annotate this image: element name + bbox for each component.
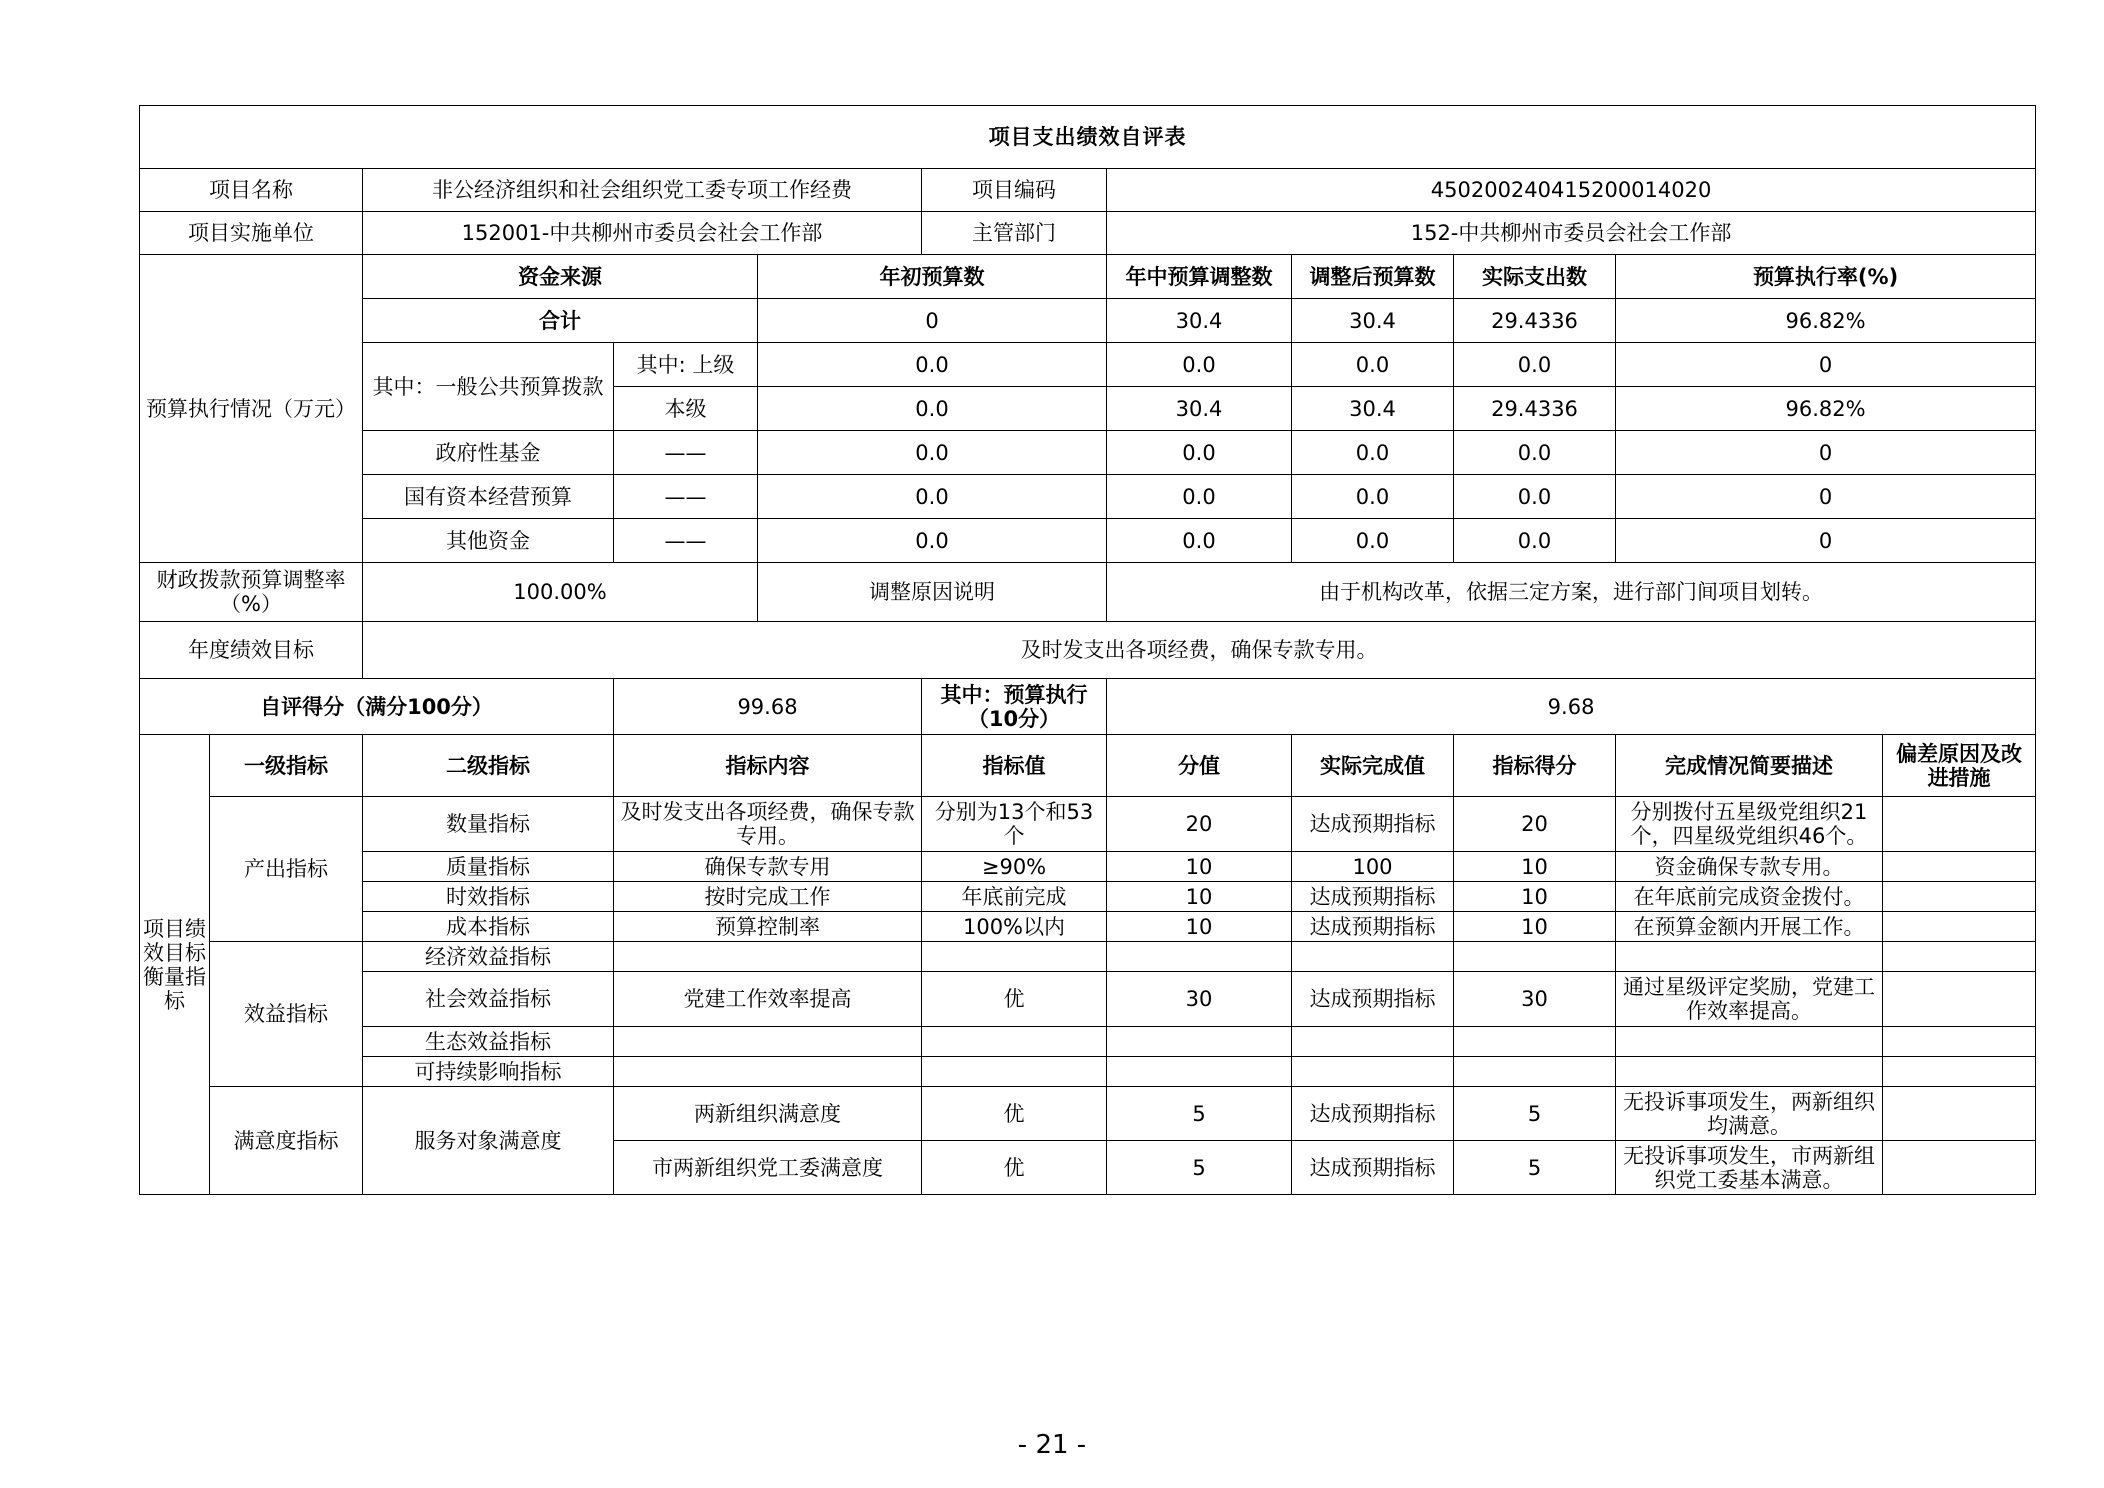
budget-cell: 29.4336 [1454, 387, 1616, 431]
indicator-desc: 在年底前完成资金拨付。 [1616, 882, 1883, 912]
indicator-deviation [1883, 797, 2036, 852]
indicator-header: 分值 [1107, 735, 1292, 797]
indicator-value [922, 1057, 1107, 1087]
budget-cell: 0 [758, 299, 1107, 343]
budget-cell: 0 [1616, 343, 2036, 387]
budget-cell: 0 [1616, 519, 2036, 563]
indicator-desc: 通过星级评定奖励，党建工作效率提高。 [1616, 972, 1883, 1027]
indicator-row [140, 942, 2036, 972]
indicator-header: 二级指标 [363, 735, 614, 797]
indicator-got: 5 [1454, 1087, 1616, 1141]
general-budget-label: 其中：一般公共预算拨款 [363, 343, 614, 431]
indicator-content [614, 942, 922, 972]
indicator-value [922, 1027, 1107, 1057]
budget-cell: 0.0 [1454, 475, 1616, 519]
indicator-deviation [1883, 1087, 2036, 1141]
budget-cell: 0.0 [758, 343, 1107, 387]
l2-label: 经济效益指标 [363, 942, 614, 972]
budget-cell: 0.0 [1454, 431, 1616, 475]
indicator-actual: 达成预期指标 [1292, 1141, 1454, 1195]
performance-table [139, 105, 2036, 1195]
budget-cell: 0.0 [1107, 431, 1292, 475]
indicator-deviation [1883, 1141, 2036, 1195]
indicator-desc [1616, 1057, 1883, 1087]
indicator-row [140, 1057, 2036, 1087]
budget-upper-label: 其中: 上级 [614, 343, 758, 387]
indicator-got: 20 [1454, 797, 1616, 852]
indicator-score: 5 [1107, 1141, 1292, 1195]
budget-fund-row [140, 519, 2036, 563]
indicator-actual: 100 [1292, 852, 1454, 882]
budget-fund-row [140, 431, 2036, 475]
indicator-row [140, 912, 2036, 942]
l2-label: 时效指标 [363, 882, 614, 912]
indicator-desc [1616, 1027, 1883, 1057]
adjust-rate-label: 财政拨款预算调整率（%） [140, 563, 363, 622]
score-exec-label: 其中：预算执行（10分） [922, 679, 1107, 735]
budget-header: 年中预算调整数 [1107, 255, 1292, 299]
dept-label: 主管部门 [922, 212, 1107, 255]
project-name-row [140, 169, 2036, 212]
indicator-header: 实际完成值 [1292, 735, 1454, 797]
budget-cell: 0.0 [758, 475, 1107, 519]
budget-dash: —— [614, 431, 758, 475]
indicator-score: 30 [1107, 972, 1292, 1027]
indicator-row [140, 1027, 2036, 1057]
budget-total-label: 合计 [363, 299, 758, 343]
indicator-row [140, 797, 2036, 852]
budget-header: 实际支出数 [1454, 255, 1616, 299]
l2-label: 数量指标 [363, 797, 614, 852]
indicator-row [140, 1087, 2036, 1141]
goal-text: 及时发支出各项经费，确保专款专用。 [363, 622, 2036, 679]
budget-cell: 0.0 [1292, 475, 1454, 519]
budget-cell: 0.0 [758, 387, 1107, 431]
budget-cell: 0 [1616, 431, 2036, 475]
indicator-score: 10 [1107, 882, 1292, 912]
score-label: 自评得分（满分100分） [140, 679, 614, 735]
indicator-header: 完成情况简要描述 [1616, 735, 1883, 797]
budget-cell: 0 [1616, 475, 2036, 519]
budget-cell: 0.0 [1107, 343, 1292, 387]
budget-cell: 29.4336 [1454, 299, 1616, 343]
indicator-actual [1292, 1027, 1454, 1057]
score-row [140, 679, 2036, 735]
indicator-value: 分别为13个和53个 [922, 797, 1107, 852]
budget-cell: 30.4 [1107, 387, 1292, 431]
impl-unit-row [140, 212, 2036, 255]
budget-header: 年初预算数 [758, 255, 1107, 299]
l2-label: 生态效益指标 [363, 1027, 614, 1057]
budget-total-row [140, 299, 2036, 343]
l2-label: 成本指标 [363, 912, 614, 942]
budget-cell: 0.0 [1107, 475, 1292, 519]
budget-header: 资金来源 [363, 255, 758, 299]
indicator-got [1454, 1027, 1616, 1057]
budget-cell: 0.0 [758, 519, 1107, 563]
indicator-desc [1616, 942, 1883, 972]
indicator-content [614, 1057, 922, 1087]
project-name-value: 非公经济组织和社会组织党工委专项工作经费 [363, 169, 922, 212]
indicator-deviation [1883, 1057, 2036, 1087]
indicator-value: 优 [922, 972, 1107, 1027]
budget-cell: 0.0 [1292, 343, 1454, 387]
l2-label: 社会效益指标 [363, 972, 614, 1027]
page-number: - 21 - [1017, 1430, 1087, 1460]
indicator-desc: 在预算金额内开展工作。 [1616, 912, 1883, 942]
indicator-deviation [1883, 942, 2036, 972]
impl-unit-label: 项目实施单位 [140, 212, 363, 255]
indicator-got: 10 [1454, 882, 1616, 912]
indicator-row [140, 972, 2036, 1027]
indicator-content: 预算控制率 [614, 912, 922, 942]
budget-fund-label: 其他资金 [363, 519, 614, 563]
budget-cell: 0.0 [1454, 343, 1616, 387]
indicator-actual [1292, 942, 1454, 972]
indicator-score [1107, 1027, 1292, 1057]
indicator-deviation [1883, 972, 2036, 1027]
goal-label: 年度绩效目标 [140, 622, 363, 679]
adjust-rate-value: 100.00% [363, 563, 758, 622]
indicator-actual: 达成预期指标 [1292, 912, 1454, 942]
page-title: 项目支出绩效自评表 [140, 106, 2036, 169]
indicator-header-row [140, 735, 2036, 797]
indicator-value: 年底前完成 [922, 882, 1107, 912]
budget-fund-label: 国有资本经营预算 [363, 475, 614, 519]
indicator-got: 30 [1454, 972, 1616, 1027]
budget-cell: 0.0 [1454, 519, 1616, 563]
indicator-desc: 资金确保专款专用。 [1616, 852, 1883, 882]
indicator-actual: 达成预期指标 [1292, 797, 1454, 852]
indicator-header: 偏差原因及改进措施 [1883, 735, 2036, 797]
dept-value: 152-中共柳州市委员会社会工作部 [1107, 212, 2036, 255]
satisfaction-indicator-label: 满意度指标 [210, 1087, 363, 1195]
indicator-value [922, 942, 1107, 972]
indicator-desc: 无投诉事项发生，两新组织均满意。 [1616, 1087, 1883, 1141]
benefit-indicator-label: 效益指标 [210, 942, 363, 1087]
goal-row [140, 622, 2036, 679]
l2-label: 服务对象满意度 [363, 1087, 614, 1195]
indicator-got: 10 [1454, 912, 1616, 942]
budget-cell: 0.0 [1292, 519, 1454, 563]
impl-unit-value: 152001-中共柳州市委员会社会工作部 [363, 212, 922, 255]
adjust-reason-text: 由于机构改革，依据三定方案，进行部门间项目划转。 [1107, 563, 2036, 622]
indicator-score: 10 [1107, 852, 1292, 882]
indicator-score: 20 [1107, 797, 1292, 852]
budget-cell: 30.4 [1292, 387, 1454, 431]
output-indicator-label: 产出指标 [210, 797, 363, 942]
indicator-score [1107, 1057, 1292, 1087]
budget-dash: —— [614, 475, 758, 519]
l2-label: 可持续影响指标 [363, 1057, 614, 1087]
budget-cell: 0.0 [1107, 519, 1292, 563]
indicator-row [140, 852, 2036, 882]
indicator-section-label: 项目绩效目标衡量指标 [140, 735, 210, 1195]
indicator-actual: 达成预期指标 [1292, 882, 1454, 912]
indicator-header: 指标内容 [614, 735, 922, 797]
adjust-row [140, 563, 2036, 622]
project-code-label: 项目编码 [922, 169, 1107, 212]
indicator-content: 两新组织满意度 [614, 1087, 922, 1141]
indicator-deviation [1883, 912, 2036, 942]
indicator-desc: 分别拨付五星级党组织21个，四星级党组织46个。 [1616, 797, 1883, 852]
indicator-deviation [1883, 882, 2036, 912]
budget-header: 调整后预算数 [1292, 255, 1454, 299]
budget-header: 预算执行率(%) [1616, 255, 2036, 299]
score-value: 99.68 [614, 679, 922, 735]
indicator-score: 10 [1107, 912, 1292, 942]
budget-cell: 0.0 [758, 431, 1107, 475]
budget-local-label: 本级 [614, 387, 758, 431]
indicator-actual: 达成预期指标 [1292, 972, 1454, 1027]
indicator-score: 5 [1107, 1087, 1292, 1141]
project-name-label: 项目名称 [140, 169, 363, 212]
project-code-value: 450200240415200014020 [1107, 169, 2036, 212]
indicator-content: 党建工作效率提高 [614, 972, 922, 1027]
indicator-got: 5 [1454, 1141, 1616, 1195]
indicator-actual: 达成预期指标 [1292, 1087, 1454, 1141]
l2-label: 质量指标 [363, 852, 614, 882]
indicator-score [1107, 942, 1292, 972]
indicator-deviation [1883, 852, 2036, 882]
indicator-content: 确保专款专用 [614, 852, 922, 882]
indicator-value: ≥90% [922, 852, 1107, 882]
indicator-row [140, 882, 2036, 912]
indicator-content [614, 1027, 922, 1057]
budget-fund-label: 政府性基金 [363, 431, 614, 475]
budget-cell: 30.4 [1292, 299, 1454, 343]
budget-header-row [140, 255, 2036, 299]
budget-fund-row [140, 475, 2036, 519]
budget-dash: —— [614, 519, 758, 563]
indicator-value: 优 [922, 1141, 1107, 1195]
indicator-content: 按时完成工作 [614, 882, 922, 912]
indicator-header: 指标值 [922, 735, 1107, 797]
indicator-value: 优 [922, 1087, 1107, 1141]
budget-cell: 30.4 [1107, 299, 1292, 343]
indicator-value: 100%以内 [922, 912, 1107, 942]
budget-cell: 96.82% [1616, 299, 2036, 343]
indicator-header: 一级指标 [210, 735, 363, 797]
indicator-got: 10 [1454, 852, 1616, 882]
indicator-got [1454, 1057, 1616, 1087]
score-exec-value: 9.68 [1107, 679, 2036, 735]
indicator-header: 指标得分 [1454, 735, 1616, 797]
indicator-desc: 无投诉事项发生，市两新组织党工委基本满意。 [1616, 1141, 1883, 1195]
budget-cell: 96.82% [1616, 387, 2036, 431]
indicator-deviation [1883, 1027, 2036, 1057]
adjust-reason-label: 调整原因说明 [758, 563, 1107, 622]
indicator-got [1454, 942, 1616, 972]
indicator-content: 及时发支出各项经费，确保专款专用。 [614, 797, 922, 852]
budget-section-label: 预算执行情况（万元） [140, 255, 363, 563]
budget-cell: 0.0 [1292, 431, 1454, 475]
budget-upper-row [140, 343, 2036, 387]
indicator-actual [1292, 1057, 1454, 1087]
indicator-content: 市两新组织党工委满意度 [614, 1141, 922, 1195]
